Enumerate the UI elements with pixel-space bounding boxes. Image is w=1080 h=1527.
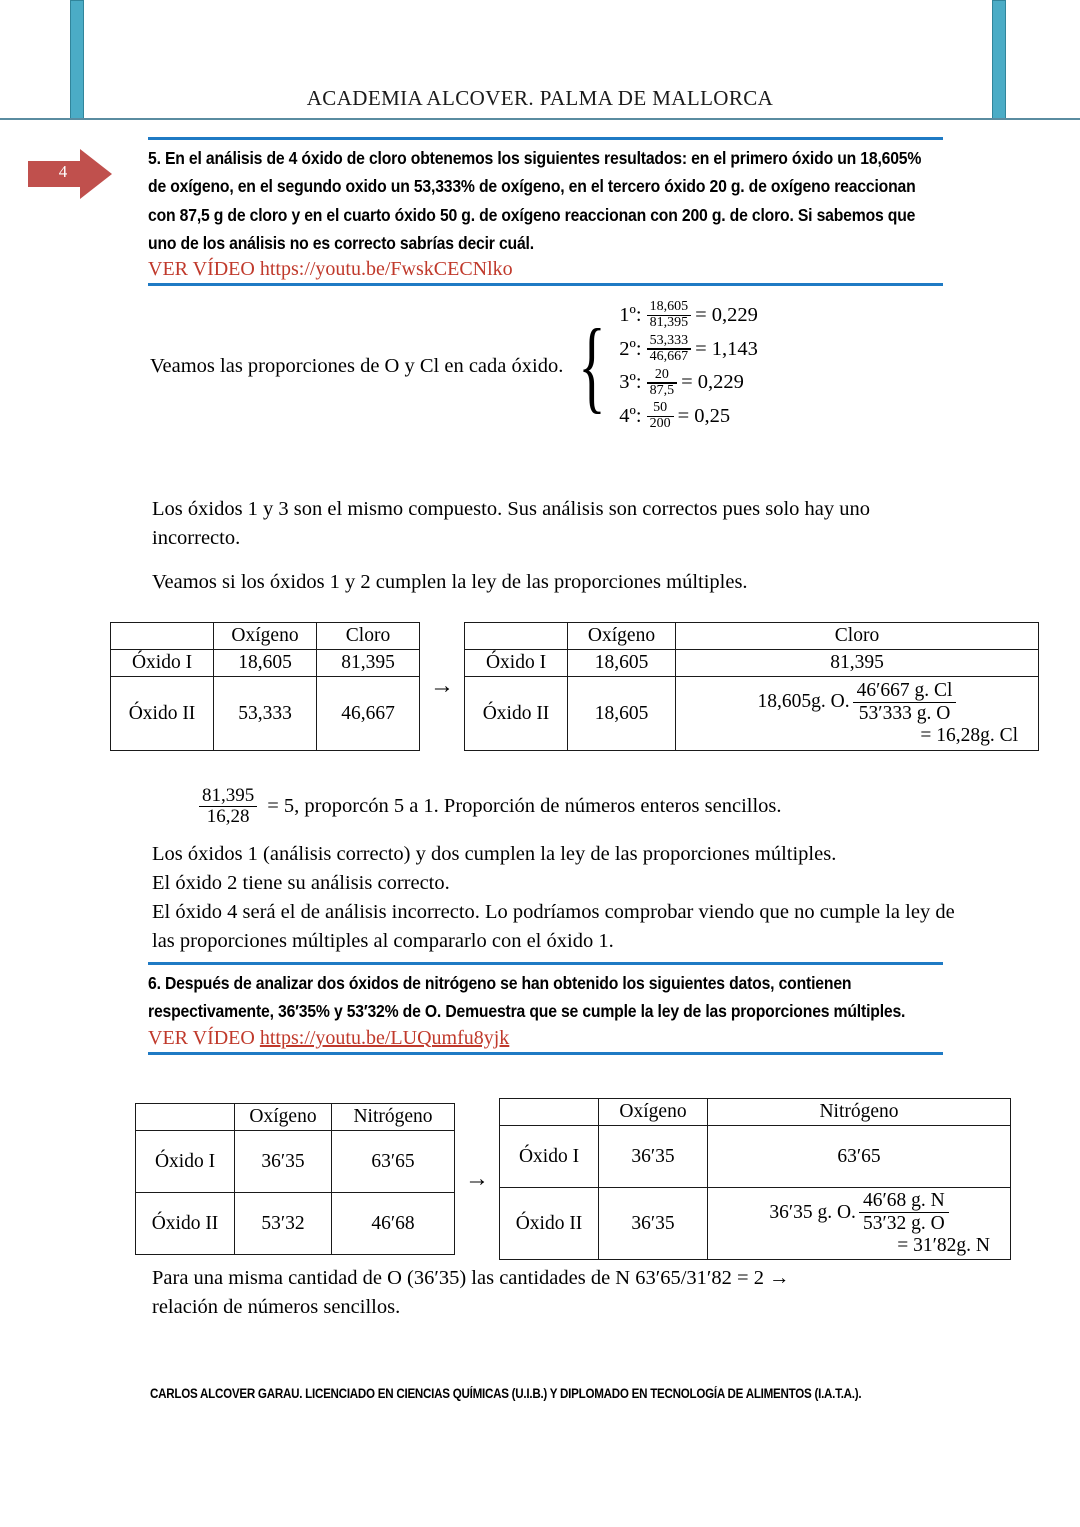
proportion-fraction (647, 368, 678, 399)
nitrogen-conversion-expression (769, 1190, 948, 1235)
cell-chlorine-1: 81,395 (317, 650, 420, 677)
table-oxides-nitrogen-raw (135, 1103, 455, 1255)
row-label-oxide-1: Óxido I (136, 1131, 235, 1193)
table-oxides-chlorine-raw (110, 622, 420, 751)
fraction-denominator: 16,28 (206, 806, 250, 828)
conversion-result: = 31′82g. N (897, 1235, 990, 1257)
table-row (500, 1188, 1011, 1260)
question-5-video-url[interactable]: https://youtu.be/FwskCECNlko (259, 258, 513, 281)
curly-brace-icon: { (578, 308, 607, 424)
ratio-text: = 5, proporcón 5 a 1. Proporción de números enteros sencillos. (267, 795, 782, 818)
table-header-oxygen: Oxígeno (568, 623, 676, 650)
table-header-oxygen: Oxígeno (599, 1099, 708, 1126)
table-corner-cell (500, 1099, 599, 1126)
table-oxides-nitrogen-normalized (499, 1098, 1011, 1260)
cell-chlorine-1: 81,395 (676, 650, 1039, 677)
chlorine-conversion-expression (758, 680, 957, 725)
cell-oxygen-2: 18,605 (568, 677, 676, 751)
table-row (111, 677, 420, 751)
arrow-right-separator-icon: → (430, 673, 454, 699)
fraction-denominator: 53′333 g. O (858, 703, 951, 725)
question-6-video-label: VER VÍDEO (148, 1026, 260, 1049)
proportion-row (619, 300, 758, 331)
conversion-fraction (853, 680, 957, 725)
table-corner-cell (465, 623, 568, 650)
row-label-oxide-2: Óxido II (465, 677, 568, 751)
cell-nitrogen-2-computation (708, 1188, 1011, 1260)
table-row (136, 1193, 455, 1255)
expression-prefix: 36′35 g. O. (769, 1201, 856, 1223)
ratio-block-1 (195, 786, 782, 827)
cell-oxygen-2: 53,333 (214, 677, 317, 751)
expression-prefix: 18,605g. O. (757, 691, 850, 713)
proportions-list (619, 300, 758, 432)
question-5-box (148, 137, 943, 286)
cell-oxygen-2: 53′32 (235, 1193, 332, 1255)
cell-oxygen-2: 36′35 (599, 1188, 708, 1260)
proportion-row (619, 401, 758, 432)
paragraph-conclusion-2: El óxido 2 tiene su análisis correcto. (152, 872, 450, 894)
question-5-text: 5. En el análisis de 4 óxido de cloro obtenemos los siguientes resultados: en el primero óxido un 18,605% de oxígeno, en el segundo oxido un 53,333% de oxígeno, en el tercero óxido 20 g. de oxígeno reaccionan con 87,5 g de cloro y en el cuarto óxido 50 g. de oxígeno reaccionan con 200 g. de cloro. Si sabemos que uno de los análisis no es correcto sabrías decir cuál. (148, 148, 922, 254)
fraction-denominator: 200 (649, 416, 671, 432)
page-header-title: ACADEMIA ALCOVER. PALMA DE MALLORCA (306, 86, 774, 110)
proportion-label: 3º: (619, 371, 642, 394)
question-5-rule-bottom (148, 283, 943, 286)
fraction-numerator: 50 (653, 400, 668, 416)
proportion-label: 2º: (619, 337, 642, 360)
proportion-result: = 1,143 (695, 337, 758, 360)
row-label-oxide-1: Óxido I (465, 650, 568, 677)
paragraph-oxides-1-3: Los óxidos 1 y 3 son el mismo compuesto. Sus análisis son correctos pues solo hay uno incorrecto. (152, 498, 871, 550)
fraction-denominator: 81,395 (649, 315, 689, 331)
fraction-numerator: 18,605 (649, 299, 689, 314)
proportion-fraction (647, 300, 692, 331)
ratio-fraction (199, 786, 257, 827)
conversion-result: = 16,28g. Cl (920, 725, 1018, 747)
table-group-nitrogeno (135, 1098, 1011, 1260)
table-header-chlorine: Cloro (317, 623, 420, 650)
table-row (136, 1131, 455, 1193)
paragraph-check-multiple-proportions: Veamos si los óxidos 1 y 2 cumplen la ley de las proporciones múltiples. (152, 571, 748, 593)
fraction-numerator: 53,333 (649, 332, 689, 348)
table-header-row (500, 1099, 1011, 1126)
table-header-chlorine: Cloro (676, 623, 1039, 650)
paragraph-conclusion-3: El óxido 4 será el de análisis incorrecto. Lo podríamos comprobar viendo que no cumple la ley de las proporciones múltiples al compararlo con el óxido 1. (152, 901, 955, 953)
arrow-right-separator-icon: → (465, 1165, 489, 1192)
table-group-cloro (110, 622, 1039, 751)
paragraph-final-2: relación de números sencillos. (152, 1296, 401, 1318)
table-header-nitrogen: Nitrógeno (708, 1099, 1011, 1126)
cell-oxygen-1: 36′35 (235, 1131, 332, 1193)
proportion-row (619, 334, 758, 365)
proportion-fraction (647, 401, 674, 432)
cell-chlorine-2: 46,667 (317, 677, 420, 751)
paragraph-conclusion-1: Los óxidos 1 (análisis correcto) y dos cumplen la ley de las proporciones múltiples. (152, 843, 837, 865)
proportion-label: 4º: (619, 405, 642, 428)
table-row (465, 677, 1039, 751)
cell-nitrogen-2: 46′68 (332, 1193, 455, 1255)
table-corner-cell (111, 623, 214, 650)
fraction-denominator: 53′32 g. O (862, 1213, 945, 1235)
conversion-fraction (859, 1190, 949, 1235)
proportions-block (150, 300, 960, 432)
table-row (111, 650, 420, 677)
proportion-result: = 0,25 (677, 405, 731, 428)
fraction-numerator: 46′667 g. Cl (856, 679, 953, 701)
question-6-video-line (148, 1026, 943, 1050)
table-header-oxygen: Oxígeno (214, 623, 317, 650)
page-number-arrow (28, 148, 112, 200)
table-header-nitrogen: Nitrógeno (332, 1104, 455, 1131)
table-header-oxygen: Oxígeno (235, 1104, 332, 1131)
page-number-label: 4 (58, 162, 68, 181)
proportion-result: = 0,229 (681, 371, 744, 394)
question-5-video-label: VER VÍDEO (148, 258, 260, 281)
table-header-row (111, 623, 420, 650)
row-label-oxide-2: Óxido II (500, 1188, 599, 1260)
fraction-numerator: 81,395 (202, 785, 255, 806)
proportion-result: = 0,229 (695, 303, 758, 326)
fraction-numerator: 46′68 g. N (862, 1190, 945, 1211)
table-row (465, 650, 1039, 677)
proportion-label: 1º: (619, 303, 642, 326)
question-6-rule-bottom (148, 1052, 943, 1055)
row-label-oxide-1: Óxido I (111, 650, 214, 677)
question-6-video-url[interactable]: https://youtu.be/LUQumfu8yjk (259, 1026, 510, 1049)
table-oxides-chlorine-normalized (464, 622, 1039, 751)
table-header-row (136, 1104, 455, 1131)
fraction-denominator: 87,5 (649, 382, 675, 398)
cell-nitrogen-1: 63′65 (332, 1131, 455, 1193)
table-row (500, 1126, 1011, 1188)
proportions-intro: Veamos las proporciones de O y Cl en cada óxido. (150, 354, 564, 377)
cell-nitrogen-1: 63′65 (708, 1126, 1011, 1188)
header-divider (0, 118, 1080, 120)
cell-chlorine-2-computation (676, 677, 1039, 751)
question-5-video-line (148, 257, 943, 281)
cell-oxygen-1: 36′35 (599, 1126, 708, 1188)
row-label-oxide-2: Óxido II (111, 677, 214, 751)
cell-oxygen-1: 18,605 (568, 650, 676, 677)
question-6-box (148, 962, 943, 1055)
fraction-numerator: 20 (654, 366, 669, 382)
table-corner-cell (136, 1104, 235, 1131)
question-6-text: 6. Después de analizar dos óxidos de nitrógeno se han obtenido los siguientes datos, contienen respectivamente, 36′35% y 53′32% de O. Demuestra que se cumple la ley de las proporciones múltiples. (148, 973, 906, 1022)
cell-oxygen-1: 18,605 (214, 650, 317, 677)
row-label-oxide-2: Óxido II (136, 1193, 235, 1255)
proportion-fraction (647, 334, 692, 365)
proportion-row (619, 368, 758, 399)
table-header-row (465, 623, 1039, 650)
paragraph-final-1: Para una misma cantidad de O (36′35) las cantidades de N 63′65/31′82 = 2 → (152, 1267, 790, 1289)
page-footer-credit: CARLOS ALCOVER GARAU. LICENCIADO EN CIENCIAS QUÍMICAS (U.I.B.) Y DIPLOMADO EN TECNOLOGÍA DE ALIMENTOS (I.A.T.A.). (150, 1386, 862, 1401)
row-label-oxide-1: Óxido I (500, 1126, 599, 1188)
fraction-denominator: 46,667 (649, 348, 689, 364)
